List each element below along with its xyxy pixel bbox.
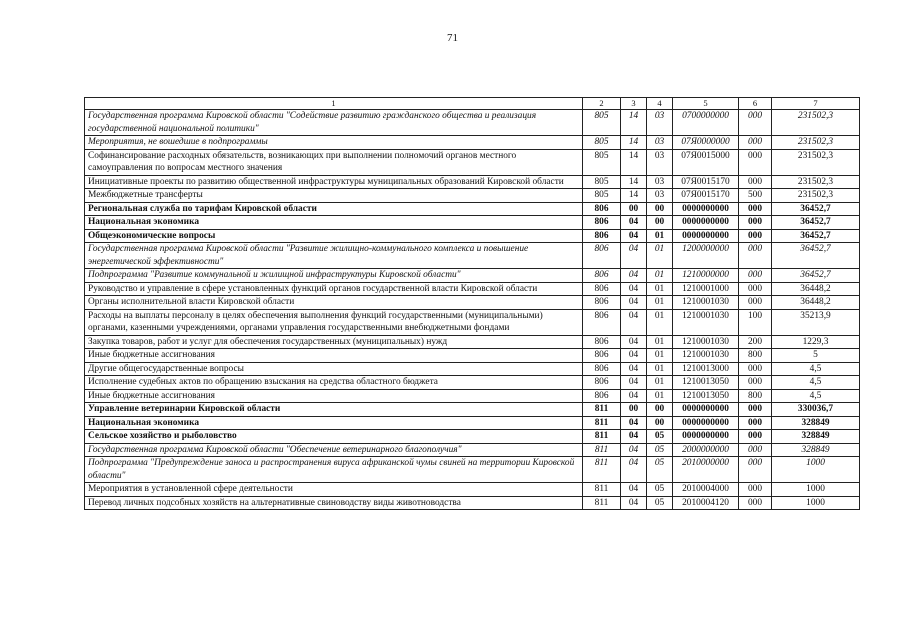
ministry-code-cell: 806 [583, 296, 621, 310]
ministry-code-cell: 811 [583, 496, 621, 510]
amount-cell: 328849 [772, 430, 860, 444]
ministry-code-cell: 811 [583, 443, 621, 457]
subsection-cell: 03 [647, 110, 673, 136]
amount-cell: 36452,7 [772, 216, 860, 230]
target-article-cell: 2010004000 [673, 483, 739, 497]
target-article-cell: 1210001030 [673, 335, 739, 349]
name-cell: Общеэкономические вопросы [85, 229, 583, 243]
amount-cell: 231502,3 [772, 175, 860, 189]
subsection-cell: 01 [647, 335, 673, 349]
ministry-code-cell: 806 [583, 376, 621, 390]
target-article-cell: 0000000000 [673, 202, 739, 216]
table-row [85, 136, 860, 150]
table-row [85, 496, 860, 510]
table-row [85, 416, 860, 430]
target-article-cell: 07Я0015170 [673, 189, 739, 203]
target-article-cell: 0000000000 [673, 430, 739, 444]
subsection-cell: 05 [647, 443, 673, 457]
subsection-cell: 01 [647, 296, 673, 310]
amount-cell: 231502,3 [772, 189, 860, 203]
target-article-cell: 0700000000 [673, 110, 739, 136]
expense-type-cell: 000 [739, 430, 772, 444]
subsection-cell: 00 [647, 202, 673, 216]
section-cell: 04 [621, 362, 647, 376]
name-cell: Инициативные проекты по развитию общественной инфраструктуры муниципальных образований Кировской области [85, 175, 583, 189]
target-article-cell: 07Я0015000 [673, 149, 739, 175]
target-article-cell: 1210000000 [673, 269, 739, 283]
section-cell: 04 [621, 243, 647, 269]
section-cell: 14 [621, 175, 647, 189]
table-row [85, 216, 860, 230]
expense-type-cell: 000 [739, 496, 772, 510]
expense-type-cell: 000 [739, 443, 772, 457]
subsection-cell: 03 [647, 189, 673, 203]
expense-type-cell: 000 [739, 376, 772, 390]
table-row [85, 483, 860, 497]
target-article-cell: 1210013050 [673, 389, 739, 403]
name-cell: Руководство и управление в сфере установленных функций органов государственной власти Кировской области [85, 282, 583, 296]
target-article-cell: 1200000000 [673, 243, 739, 269]
target-article-cell: 0000000000 [673, 229, 739, 243]
amount-cell: 4,5 [772, 389, 860, 403]
amount-cell: 4,5 [772, 376, 860, 390]
subsection-cell: 05 [647, 496, 673, 510]
table-row [85, 189, 860, 203]
target-article-cell: 2000000000 [673, 443, 739, 457]
subsection-cell: 01 [647, 282, 673, 296]
amount-cell: 231502,3 [772, 110, 860, 136]
section-cell: 14 [621, 136, 647, 150]
table-row [85, 202, 860, 216]
name-cell: Подпрограмма "Предупреждение заноса и распространения вируса африканской чумы свиней на территории Кировской области" [85, 457, 583, 483]
expense-type-cell: 000 [739, 483, 772, 497]
table-row [85, 430, 860, 444]
table-row [85, 149, 860, 175]
ministry-code-cell: 806 [583, 216, 621, 230]
expense-type-cell: 800 [739, 389, 772, 403]
name-cell: Перевод личных подсобных хозяйств на альтернативные свиноводству виды животноводства [85, 496, 583, 510]
ministry-code-cell: 811 [583, 403, 621, 417]
section-cell: 04 [621, 443, 647, 457]
table-row [85, 296, 860, 310]
subsection-cell: 00 [647, 403, 673, 417]
name-cell: Региональная служба по тарифам Кировской области [85, 202, 583, 216]
ministry-code-cell: 805 [583, 149, 621, 175]
subsection-cell: 00 [647, 216, 673, 230]
table-row [85, 389, 860, 403]
section-cell: 04 [621, 376, 647, 390]
subsection-cell: 01 [647, 229, 673, 243]
ministry-code-cell: 805 [583, 189, 621, 203]
amount-cell: 1229,3 [772, 335, 860, 349]
ministry-code-cell: 805 [583, 136, 621, 150]
table-row [85, 269, 860, 283]
ministry-code-cell: 806 [583, 243, 621, 269]
name-cell: Иные бюджетные ассигнования [85, 389, 583, 403]
expense-type-cell: 000 [739, 362, 772, 376]
expense-type-cell: 000 [739, 216, 772, 230]
expense-type-cell: 000 [739, 282, 772, 296]
name-cell: Национальная экономика [85, 416, 583, 430]
ministry-code-cell: 805 [583, 110, 621, 136]
table-row [85, 443, 860, 457]
table-row [85, 457, 860, 483]
target-article-cell: 1210001030 [673, 309, 739, 335]
name-cell: Иные бюджетные ассигнования [85, 349, 583, 363]
expense-type-cell: 000 [739, 110, 772, 136]
section-cell: 04 [621, 216, 647, 230]
name-cell: Управление ветеринарии Кировской области [85, 403, 583, 417]
section-cell: 04 [621, 335, 647, 349]
name-cell: Подпрограмма "Развитие коммунальной и жилищной инфраструктуры Кировской области" [85, 269, 583, 283]
ministry-code-cell: 806 [583, 282, 621, 296]
amount-cell: 36452,7 [772, 229, 860, 243]
section-cell: 04 [621, 483, 647, 497]
section-cell: 00 [621, 202, 647, 216]
amount-cell: 330036,7 [772, 403, 860, 417]
amount-cell: 1000 [772, 483, 860, 497]
section-cell: 14 [621, 189, 647, 203]
subsection-cell: 03 [647, 136, 673, 150]
expense-type-cell: 000 [739, 136, 772, 150]
name-cell: Закупка товаров, работ и услуг для обеспечения государственных (муниципальных) нужд [85, 335, 583, 349]
section-cell: 04 [621, 282, 647, 296]
target-article-cell: 07Я0015170 [673, 175, 739, 189]
ministry-code-cell: 811 [583, 483, 621, 497]
ministry-code-cell: 806 [583, 202, 621, 216]
target-article-cell: 2010004120 [673, 496, 739, 510]
subsection-cell: 01 [647, 389, 673, 403]
target-article-cell: 1210001030 [673, 349, 739, 363]
ministry-code-cell: 806 [583, 335, 621, 349]
section-cell: 04 [621, 496, 647, 510]
expense-type-cell: 000 [739, 229, 772, 243]
subsection-cell: 01 [647, 349, 673, 363]
expense-type-cell: 000 [739, 202, 772, 216]
header-cell: 2 [583, 98, 621, 110]
expense-type-cell: 000 [739, 416, 772, 430]
amount-cell: 5 [772, 349, 860, 363]
amount-cell: 36452,7 [772, 202, 860, 216]
section-cell: 04 [621, 229, 647, 243]
name-cell: Государственная программа Кировской области "Развитие жилищно-коммунального комплекса и повышение энергетической эффективности" [85, 243, 583, 269]
subsection-cell: 03 [647, 175, 673, 189]
table-row [85, 243, 860, 269]
table-row [85, 376, 860, 390]
section-cell: 00 [621, 403, 647, 417]
expense-type-cell: 000 [739, 403, 772, 417]
section-cell: 14 [621, 149, 647, 175]
section-cell: 04 [621, 309, 647, 335]
expense-type-cell: 000 [739, 457, 772, 483]
target-article-cell: 2010000000 [673, 457, 739, 483]
ministry-code-cell: 806 [583, 269, 621, 283]
expense-type-cell: 200 [739, 335, 772, 349]
target-article-cell: 07Я0000000 [673, 136, 739, 150]
budget-table [84, 97, 860, 510]
subsection-cell: 03 [647, 149, 673, 175]
name-cell: Органы исполнительной власти Кировской области [85, 296, 583, 310]
amount-cell: 231502,3 [772, 136, 860, 150]
name-cell: Другие общегосударственные вопросы [85, 362, 583, 376]
amount-cell: 36452,7 [772, 269, 860, 283]
table-header-row [85, 98, 860, 110]
expense-type-cell: 000 [739, 269, 772, 283]
target-article-cell: 1210001030 [673, 296, 739, 310]
header-cell: 6 [739, 98, 772, 110]
page-number: 71 [447, 32, 458, 44]
amount-cell: 36448,2 [772, 282, 860, 296]
name-cell: Исполнение судебных актов по обращению взыскания на средства областного бюджета [85, 376, 583, 390]
expense-type-cell: 000 [739, 296, 772, 310]
header-cell: 5 [673, 98, 739, 110]
target-article-cell: 1210001000 [673, 282, 739, 296]
target-article-cell: 0000000000 [673, 216, 739, 230]
ministry-code-cell: 811 [583, 430, 621, 444]
table-row [85, 362, 860, 376]
table-row [85, 175, 860, 189]
name-cell: Сельское хозяйство и рыболовство [85, 430, 583, 444]
amount-cell: 35213,9 [772, 309, 860, 335]
subsection-cell: 01 [647, 376, 673, 390]
section-cell: 04 [621, 389, 647, 403]
header-cell: 1 [85, 98, 583, 110]
subsection-cell: 01 [647, 243, 673, 269]
name-cell: Мероприятия в установленной сфере деятельности [85, 483, 583, 497]
expense-type-cell: 000 [739, 175, 772, 189]
amount-cell: 36452,7 [772, 243, 860, 269]
expense-type-cell: 000 [739, 243, 772, 269]
subsection-cell: 01 [647, 309, 673, 335]
section-cell: 04 [621, 296, 647, 310]
target-article-cell: 0000000000 [673, 416, 739, 430]
name-cell: Государственная программа Кировской области "Содействие развитию гражданского общества и реализация государственной национальной политики" [85, 110, 583, 136]
ministry-code-cell: 811 [583, 416, 621, 430]
name-cell: Государственная программа Кировской области "Обеспечение ветеринарного благополучия" [85, 443, 583, 457]
section-cell: 04 [621, 457, 647, 483]
amount-cell: 231502,3 [772, 149, 860, 175]
name-cell: Мероприятия, не вошедшие в подпрограммы [85, 136, 583, 150]
target-article-cell: 1210013000 [673, 362, 739, 376]
amount-cell: 1000 [772, 496, 860, 510]
name-cell: Национальная экономика [85, 216, 583, 230]
subsection-cell: 05 [647, 430, 673, 444]
expense-type-cell: 100 [739, 309, 772, 335]
table-row [85, 229, 860, 243]
table-row [85, 349, 860, 363]
amount-cell: 328849 [772, 443, 860, 457]
table-row [85, 309, 860, 335]
amount-cell: 1000 [772, 457, 860, 483]
section-cell: 04 [621, 349, 647, 363]
expense-type-cell: 800 [739, 349, 772, 363]
amount-cell: 4,5 [772, 362, 860, 376]
subsection-cell: 01 [647, 269, 673, 283]
table-row [85, 110, 860, 136]
ministry-code-cell: 811 [583, 457, 621, 483]
subsection-cell: 05 [647, 483, 673, 497]
ministry-code-cell: 806 [583, 349, 621, 363]
subsection-cell: 00 [647, 416, 673, 430]
ministry-code-cell: 806 [583, 309, 621, 335]
section-cell: 14 [621, 110, 647, 136]
section-cell: 04 [621, 430, 647, 444]
header-cell: 3 [621, 98, 647, 110]
amount-cell: 36448,2 [772, 296, 860, 310]
table-row [85, 403, 860, 417]
ministry-code-cell: 806 [583, 362, 621, 376]
table-body [85, 98, 860, 510]
subsection-cell: 01 [647, 362, 673, 376]
section-cell: 04 [621, 416, 647, 430]
name-cell: Софинансирование расходных обязательств, возникающих при выполнении полномочий органов местного самоуправления по вопросам местного значения [85, 149, 583, 175]
expense-type-cell: 000 [739, 149, 772, 175]
target-article-cell: 0000000000 [673, 403, 739, 417]
target-article-cell: 1210013050 [673, 376, 739, 390]
name-cell: Расходы на выплаты персоналу в целях обеспечения выполнения функций государственными (муниципальными) органами, казенными учреждениями, органами управления государственными внебюджетными фондами [85, 309, 583, 335]
ministry-code-cell: 806 [583, 229, 621, 243]
header-cell: 4 [647, 98, 673, 110]
subsection-cell: 05 [647, 457, 673, 483]
name-cell: Межбюджетные трансферты [85, 189, 583, 203]
ministry-code-cell: 806 [583, 389, 621, 403]
ministry-code-cell: 805 [583, 175, 621, 189]
amount-cell: 328849 [772, 416, 860, 430]
header-cell: 7 [772, 98, 860, 110]
expense-type-cell: 500 [739, 189, 772, 203]
table-row [85, 335, 860, 349]
section-cell: 04 [621, 269, 647, 283]
table-row [85, 282, 860, 296]
